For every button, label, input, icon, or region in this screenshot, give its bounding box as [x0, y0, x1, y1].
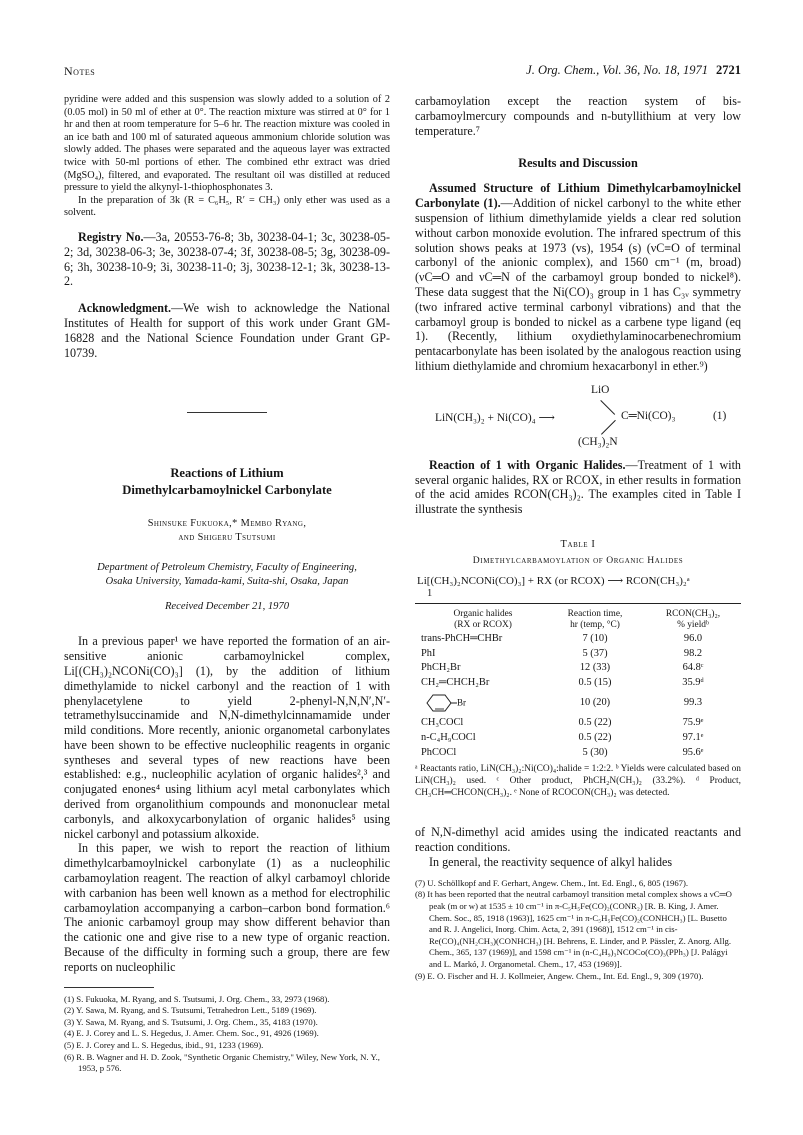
equation-lio: LiO	[591, 383, 610, 396]
halide-cell: trans-PhCH═CHBr	[421, 632, 503, 644]
intro-paragraph-1: In a previous paper¹ we have reported the formation of an air-sensitive anionic carbamoylnickel complex, Li[(CH₃)₂NCONi(CO)₃] (1), by the addition of lithium dimethylamide to nickel carbonyl and the reaction of 1 with phenylacetylene to yield 2-phenyl-N,N,N′,N′-tetramethylsuccinamide and N,N-dimethylcinnamamide under mild conditions. More recently, anionic organometal carbonylates have been shown to be effective nucleophilic reagents in organic syntheses and several types of new reactions have been established: e.g., nucleophilic acylation of organic halides²,³ and conjugated enones⁴ using lithium acyl metal carbonylates which derived from organolithium compounds and mononuclear metal carbonyls, and alkoxycarbonylation of organic halides⁵ using nickel carbonyl and potassium alkoxide.	[64, 634, 390, 841]
table-equation-number: 1	[427, 587, 433, 599]
halides-text: —Treatment of 1 with several organic halides, RX or RCOX, in ether results in formation of the acid amides RCON(CH₃)₂. The examples cited in Table I illustrate the synthesis	[415, 457, 741, 517]
acknowledgment-label: Acknowledgment.	[78, 301, 172, 316]
table-top-rule	[415, 603, 741, 604]
yield-cell: 98.2	[683, 647, 703, 659]
footnote: (4) E. J. Corey and L. S. Hegedus, J. Amer. Chem. Soc., 91, 4926 (1969).	[64, 1028, 319, 1039]
continuation-paragraph: carbamoylation except the reaction system of bis-carbamoylmercury compounds and n-butyllithium at very low temperature.⁷	[415, 94, 741, 138]
time-cell: 5 (30)	[582, 746, 608, 758]
table-footnotes: ᵃ Reactants ratio, LiN(CH₃)₂:Ni(CO)₄:halide = 1:2:2. ᵇ Yields were calculated based on LiN(CH₃)₂ used. ᶜ Other product, PhCH₂N(CH₃)₂ (33.2%). ᵈ Product, CH₃CH═CHCON(CH₃)₂. ᵉ None of RCOCON(CH₃)₂ was detected.	[415, 764, 741, 798]
equation-number: (1)	[713, 409, 727, 422]
left-column	[64, 94, 390, 1075]
halide-cell: n-C₄H₉COCl	[421, 731, 476, 743]
table-row	[415, 676, 741, 691]
footnote: (5) E. J. Corey and L. S. Hegedus, ibid., 91, 1233 (1969).	[64, 1040, 264, 1051]
affiliation-line-2: Osaka University, Yamada-kami, Suita-shi, Osaka, Japan	[105, 576, 349, 588]
section-divider	[187, 412, 267, 413]
article-title	[64, 465, 390, 499]
structure-paragraph	[415, 181, 741, 373]
footnote: (6) R. B. Wagner and H. D. Zook, "Synthetic Organic Chemistry," Wiley, New York, N. Y., 1953, p 576.	[64, 1051, 380, 1074]
halide-cell: PhCOCl	[421, 746, 457, 758]
yield-cell: 99.3	[683, 697, 703, 709]
footnote: (8) It has been reported that the neutral carbamoyl transition metal complex shows a νC═O peak (m or w) at 1535 ± 10 cm⁻¹ in π-C₅H₅Fe(CO)₂(CONR₂) [R. B. King, J. Amer. Chem. Soc., 85, 1918 (1963)], 1625 cm⁻¹ in π-C₅H₅Fe(CO)₂(CONHCH₃) [L. Busetto and R. J. Angelici, Inorg. Chim. Acta, 2, 391 (1968)], 1512 cm⁻¹ in cis-Re(CO)₄(NH₂CH₃)(CONHCH₃) [H. Behrens, E. Linder, and P. Pässler, Z. Anorg. Allg. Chem., 365, 137 (1969)], and 1598 cm⁻¹ in (n-C₄H₉)₃NCOCo(CO)₃(PPh₃) [J. Palágyi and L. Markó, J. Organometal. Chem., 17, 453 (1969)].	[415, 889, 732, 970]
structure-text: —Addition of nickel carbonyl to the white ether suspension of lithium dimethylamide yields a clear red solution without carbon monoxide evolution. The infrared spectrum of this solution shows peaks at 1973 (vs), 1954 (s) (νC≡O of terminal carbonyl of the anionic complex), and 1560 cm⁻¹ (m, broad) (νC═O and νC═N of the carbamoyl group bonded to nickel⁸). These data suggest that the Ni(CO)₃ group in 1 has C₃ᵥ symmetry (two infrared active terminal carbonyl vibrations) and that the carbamoyl group is bonded to nickel as a carbene type ligand (eq 1). (Recently, lithium oxydiethylaminocarbenechromium pentacarbonylate has been isolated by the analogous reaction using lithium diethylamide and chromium hexacarbonyl in ether.⁹)	[415, 196, 741, 373]
footnote: (3) Y. Sawa, M. Ryang, and S. Tsutsumi, J. Org. Chem., 35, 4183 (1970).	[64, 1016, 318, 1027]
introduction	[64, 634, 390, 974]
halide-cell: PhI	[421, 647, 436, 659]
table-1	[415, 539, 741, 800]
yield-cell: 96.0	[683, 632, 703, 644]
table-row	[415, 746, 741, 761]
page-number: 2721	[716, 63, 741, 77]
column-header-halides: Organic halides (RX or RCOX)	[453, 608, 513, 630]
authors-line-2: and Shigeru Tsutsumi	[178, 532, 276, 544]
column-header-time: Reaction time, hr (temp, °C)	[567, 608, 623, 630]
structure-run-in-head: Assumed Structure of Lithium Dimethylcarbamoylnickel Carbonylate (1).	[415, 181, 741, 211]
footnote: (2) Y. Sawa, M. Ryang, and S. Tsutsumi, Tetrahedron Lett., 5189 (1969).	[64, 1005, 317, 1016]
yield-cell: 95.6ᵉ	[682, 746, 704, 758]
right-column	[415, 94, 741, 982]
data-table	[415, 608, 741, 760]
title-line-1: Reactions of Lithium	[170, 466, 284, 481]
time-cell: 0.5 (15)	[578, 676, 612, 688]
table-row	[415, 661, 741, 676]
bromo-label: Br	[457, 697, 466, 708]
table-label: Table I	[560, 538, 596, 550]
authors-line-1: Shinsuke Fukuoka,* Membo Ryang,	[147, 518, 307, 530]
halides-run-in-head: Reaction of 1 with Organic Halides.	[429, 457, 626, 472]
equation-dimethylamino: (CH₃)₂N	[578, 435, 618, 448]
cyclohexene-ring-icon	[421, 693, 457, 713]
title-line-2: Dimethylcarbamoylnickel Carbonylate	[122, 483, 332, 498]
yield-cell: 64.8ᶜ	[682, 662, 704, 674]
footnote: (7) U. Schöllkopf and F. Gerhart, Angew. Chem., Int. Ed. Engl., 6, 805 (1967).	[415, 877, 689, 888]
footnote: (1) S. Fukuoka, M. Ryang, and S. Tsutsumi, J. Org. Chem., 33, 2973 (1968).	[64, 993, 330, 1004]
results-heading: Results and Discussion	[518, 156, 638, 171]
time-cell: 0.5 (22)	[578, 717, 612, 729]
time-cell: 0.5 (22)	[578, 731, 612, 743]
registry-numbers	[64, 230, 390, 289]
halide-cell: CH₃COCl	[421, 717, 464, 729]
footnote: (9) E. O. Fischer and H. J. Kollmeier, Angew. Chem., Int. Ed. Engl., 9, 309 (1970).	[415, 970, 704, 981]
time-cell: 10 (20)	[579, 697, 611, 709]
intro-paragraph-2: In this paper, we wish to report the reaction of lithium dimethylcarbamoylnickel carbonylate (1) as a nucleophilic carbamoylation reagent. The reaction of alkyl carbamoyl chloride with carbanion has been well known as a method for electrophilic carbamoylation accompanying a carbon–carbon bond formation.⁶ The anionic carbamoyl group may show different behavior than the cationic one and give rise to a new type of organic reaction. Because of the difficulty in forming such a group, there are few reports on nucleophilic	[64, 841, 390, 974]
halide-cell: PhCH₂Br	[421, 662, 461, 674]
footnote-divider	[64, 987, 154, 988]
left-footnotes	[64, 994, 390, 1075]
yield-cell: 35.9ᵈ	[682, 676, 704, 688]
halide-cell: CH₂═CHCH₂Br	[421, 676, 490, 688]
running-head-section: Notes	[64, 64, 96, 78]
acknowledgment-text: —We wish to acknowledge the National Institutes of Health for support of this work under Grant GM-16828 and the National Science Foundation under Grant GP-10739.	[64, 301, 390, 360]
running-head-journal	[526, 63, 741, 78]
registry-label: Registry No.	[78, 229, 144, 244]
authors	[64, 517, 390, 545]
time-cell: 7 (10)	[582, 632, 608, 644]
reactivity-paragraph: In general, the reactivity sequence of alkyl halides	[429, 855, 673, 870]
table-header-row	[415, 608, 741, 632]
table-row	[415, 647, 741, 662]
table-row	[415, 731, 741, 746]
time-cell: 5 (37)	[582, 647, 608, 659]
post-table-text	[415, 825, 741, 869]
experimental-paragraph: pyridine were added and this suspension was slowly added to a solution of 2 (0.05 mol) in 50 ml of ether at 0°. The reaction mixture was stirred at 0° for 1 hr and then at room temperature for 5–6 hr. The reaction mixture was cooled in an ice bath and 100 ml of saturated aqueous ammonium chloride solution was slowly added. The phases were separated and the aqueous layer was extracted twice with 50-ml portions of ether. The combined ethr extract was dried (MgSO₄), filtered, and evaporated. The resultant oil was distilled at reduced pressure to yield the alkynyl-1-thiophosphonates 3.	[64, 94, 390, 194]
equation-1	[415, 380, 741, 458]
equation-reactants: LiN(CH₃)₂ + Ni(CO)₄ ⟶	[435, 411, 555, 424]
halide-cell	[415, 690, 545, 716]
received-date: Received December 21, 1970	[164, 601, 290, 613]
affiliation-line-1: Department of Petroleum Chemistry, Faculty of Engineering,	[97, 562, 357, 574]
registry-text: —3a, 20553-76-8; 3b, 30238-04-1; 3c, 30238-05-2; 3d, 30238-06-3; 3e, 30238-07-4; 3f, 30238-08-5; 3g, 30238-09-6; 3h, 30238-10-9; 3i, 30238-11-0; 3j, 30238-12-1; 3k, 30238-13-2.	[64, 229, 390, 289]
affiliation	[64, 561, 390, 589]
time-cell: 12 (33)	[579, 662, 611, 674]
post-table-paragraph: of N,N-dimethyl acid amides using the indicated reactants and reaction conditions.	[415, 825, 741, 855]
acknowledgment	[64, 301, 390, 360]
right-footnotes	[415, 878, 741, 982]
equation-bond-upper	[600, 400, 615, 415]
table-row	[415, 690, 741, 716]
equation-bond-lower	[601, 420, 616, 435]
experimental-note: In the preparation of 3k (R = C₆H₅, R′ = CH₃) only ether was used as a solvent.	[64, 194, 390, 219]
table-title: Dimethylcarbamoylation of Organic Halides	[472, 554, 684, 566]
column-header-yield: RCON(CH₃)₂, % yieldᵇ	[665, 608, 721, 630]
yield-cell: 75.9ᵉ	[682, 717, 704, 729]
journal-citation: J. Org. Chem., Vol. 36, No. 18, 1971	[526, 63, 708, 77]
equation-product: C═Ni(CO)₃	[621, 409, 676, 422]
yield-cell: 97.1ᵉ	[682, 731, 704, 743]
table-row	[415, 632, 741, 647]
table-equation: Li[(CH₃)₂NCONi(CO)₃] + RX (or RCOX) ⟶ RCON(CH₃)₂ᵃ	[417, 574, 690, 587]
table-row	[415, 716, 741, 731]
halides-paragraph	[415, 458, 741, 517]
